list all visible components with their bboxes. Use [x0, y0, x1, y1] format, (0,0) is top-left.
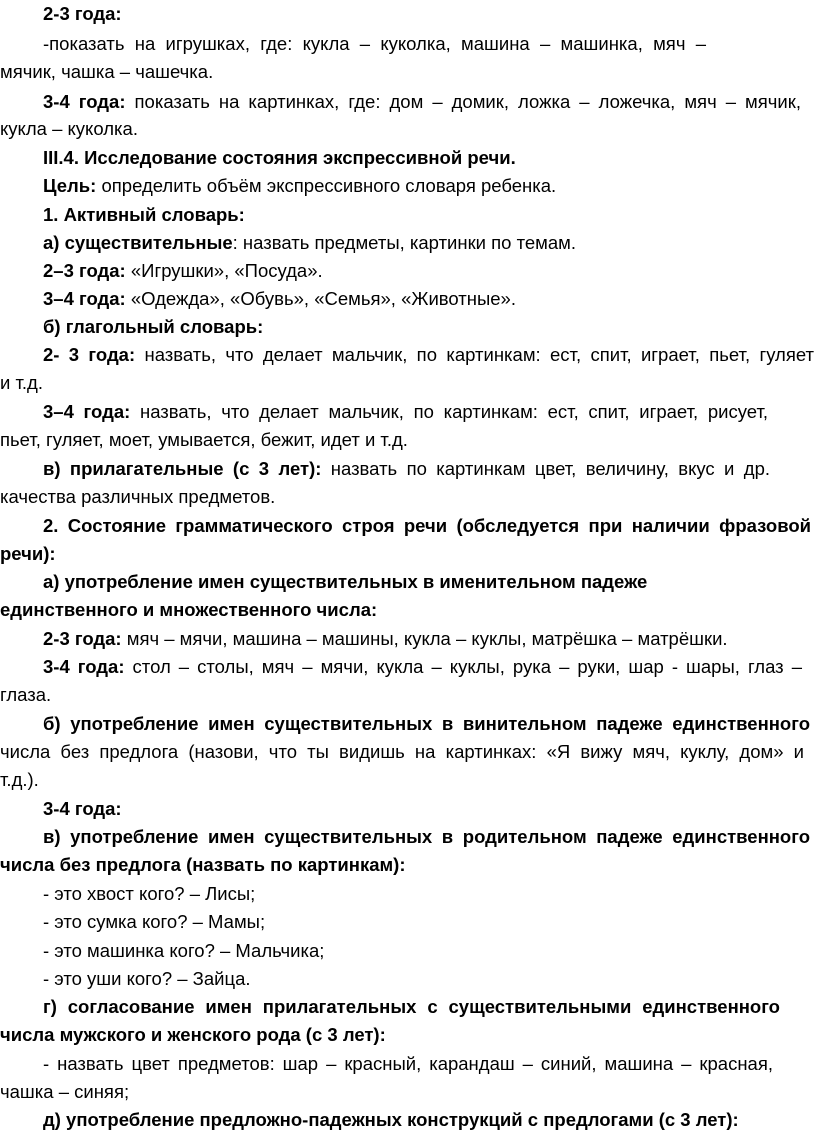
- list-item: - это сумка кого? – Мамы;: [43, 911, 266, 932]
- text-line: Цель: определить объём экспрессивного словаря ребенка.: [43, 175, 557, 196]
- subheading: д) употребление предложно-падежных конструкций с предлогами (с 3 лет):: [43, 1109, 739, 1130]
- subheading: 3-4 года:: [43, 798, 122, 819]
- section-heading: 2. Состояние грамматического строя речи (обследуется при наличии фразовой: [43, 515, 811, 536]
- text-line: т.д.).: [0, 769, 39, 790]
- list-item: - это хвост кого? – Лисы;: [43, 883, 256, 904]
- subheading: числа мужского и женского рода (с 3 лет):: [0, 1024, 386, 1045]
- text-line: -показать на игрушках, где: кукла – куколка, машина – машинка, мяч –: [43, 33, 706, 54]
- text-line: глаза.: [0, 684, 52, 705]
- subheading: числа без предлога (назвать по картинкам):: [0, 854, 406, 875]
- text-line: 2- 3 года: назвать, что делает мальчик, по картинкам: ест, спит, играет, пьет, гуляет: [43, 344, 814, 365]
- text-line: 3-4 года: показать на картинках, где: дом – домик, ложка – ложечка, мяч – мячик,: [43, 91, 801, 112]
- subheading: б) употребление имен существительных в винительном падеже единственного: [43, 713, 810, 734]
- text-line: 2-3 года: мяч – мячи, машина – машины, кукла – куклы, матрёшка – матрёшки.: [43, 628, 728, 649]
- text-line: а) существительные: назвать предметы, картинки по темам.: [43, 232, 577, 253]
- subheading: а) употребление имен существительных в именительном падеже: [43, 571, 648, 592]
- subheading: г) согласование имен прилагательных с существительными единственного: [43, 996, 780, 1017]
- text-line: кукла – куколка.: [0, 118, 138, 139]
- section-heading: III.4. Исследование состояния экспрессивной речи.: [43, 147, 516, 168]
- subheading: в) употребление имен существительных в родительном падеже единственного: [43, 826, 810, 847]
- text-line: пьет, гуляет, моет, умывается, бежит, идет и т.д.: [0, 429, 408, 450]
- subheading: 1. Активный словарь:: [43, 204, 245, 225]
- text-line: числа без предлога (назови, что ты видишь на картинках: «Я вижу мяч, куклу, дом» и: [0, 741, 804, 762]
- text-line: 2–3 года: «Игрушки», «Посуда».: [43, 260, 323, 281]
- text-line: 3-4 года: стол – столы, мяч – мячи, кукла – куклы, рука – руки, шар - шары, глаз –: [43, 656, 802, 677]
- text-line: качества различных предметов.: [0, 486, 276, 507]
- section-heading: речи):: [0, 543, 56, 564]
- text-line: - назвать цвет предметов: шар – красный, карандаш – синий, машина – красная,: [43, 1053, 773, 1074]
- subheading: единственного и множественного числа:: [0, 599, 378, 620]
- text-line: мячик, чашка – чашечка.: [0, 61, 214, 82]
- text-line: 2-3 года:: [43, 3, 122, 24]
- text-line: 3–4 года: назвать, что делает мальчик, по картинкам: ест, спит, играет, рисует,: [43, 401, 769, 422]
- list-item: - это уши кого? – Зайца.: [43, 968, 251, 989]
- text-line: в) прилагательные (с 3 лет): назвать по картинкам цвет, величину, вкус и др.: [43, 458, 770, 479]
- text-line: и т.д.: [0, 372, 43, 393]
- text-line: чашка – синяя;: [0, 1081, 130, 1102]
- subheading: б) глагольный словарь:: [43, 316, 264, 337]
- text-line: 3–4 года: «Одежда», «Обувь», «Семья», «Животные».: [43, 288, 516, 309]
- list-item: - это машинка кого? – Мальчика;: [43, 940, 325, 961]
